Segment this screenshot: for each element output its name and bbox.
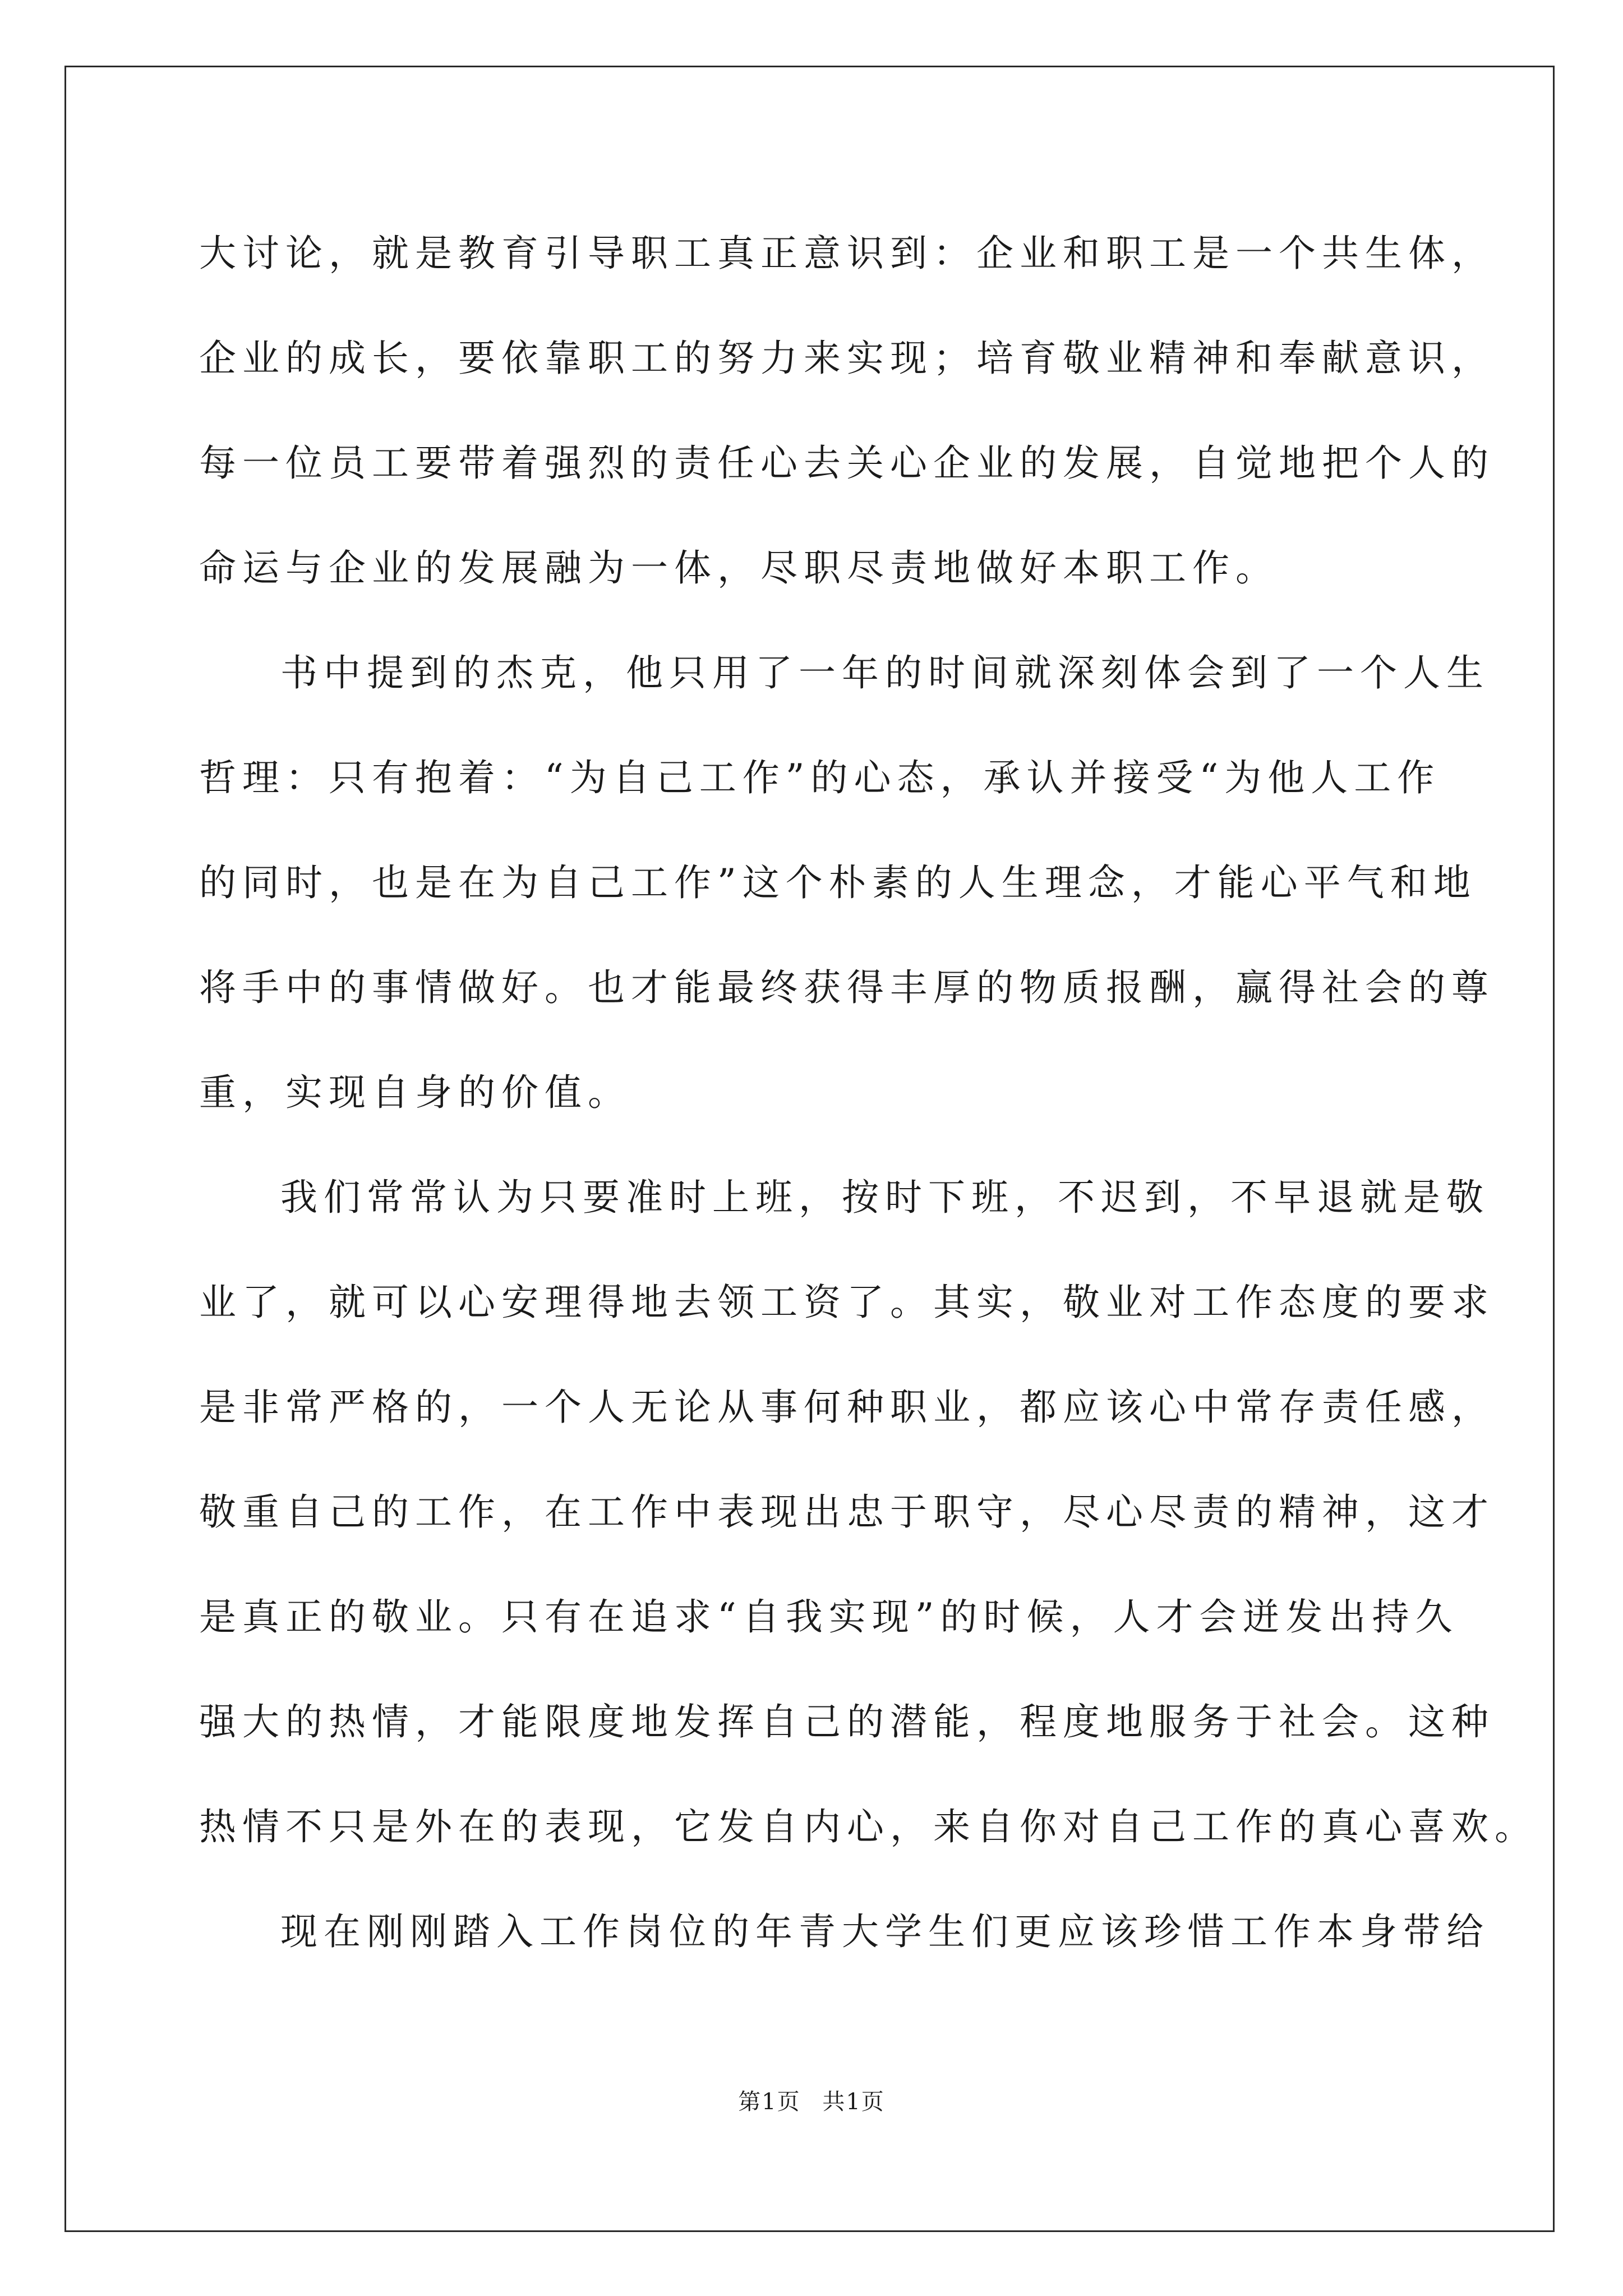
text-line: 是非常严格的，一个人无论从事何种职业，都应该心中常存责任感， (199, 1386, 1495, 1429)
text-line: 命运与企业的发展融为一体，尽职尽责地做好本职工作。 (199, 546, 1279, 590)
text-line: 现在刚刚踏入工作岗位的年青大学生们更应该珍惜工作本身带给 (280, 1910, 1490, 1953)
text-line: 企业的成长，要依靠职工的努力来实现；培育敬业精神和奉献意识， (199, 337, 1495, 380)
text-line: 业了，就可以心安理得地去领工资了。其实，敬业对工作态度的要求 (199, 1281, 1495, 1324)
text-line: 敬重自己的工作，在工作中表现出忠于职守，尽心尽责的精神，这才 (199, 1490, 1495, 1534)
text-line: 将手中的事情做好。也才能最终获得丰厚的物质报酬，赢得社会的尊 (199, 966, 1495, 1009)
page-number-current: 第1页 (738, 2089, 801, 2115)
text-line: 的同时，也是在为自己工作”这个朴素的人生理念，才能心平气和地 (199, 861, 1477, 904)
text-line: 哲理：只有抱着：“为自己工作”的心态，承认并接受“为他人工作 (199, 756, 1441, 799)
document-body (199, 201, 1538, 1984)
text-line: 我们常常认为只要准时上班，按时下班，不迟到，不早退就是敬 (280, 1176, 1490, 1219)
text-line: 强大的热情，才能限度地发挥自己的潜能，程度地服务于社会。这种 (199, 1700, 1495, 1743)
text-line: 大讨论，就是教育引导职工真正意识到：企业和职工是一个共生体， (199, 232, 1495, 275)
text-line: 每一位员工要带着强烈的责任心去关心企业的发展，自觉地把个人的 (199, 441, 1495, 485)
text-line: 热情不只是外在的表现，它发自内心，来自你对自己工作的真心喜欢。 (199, 1805, 1538, 1848)
page-number-total: 共1页 (822, 2089, 885, 2115)
text-line: 是真正的敬业。只有在追求“自我实现”的时候，人才会迸发出持久 (199, 1595, 1459, 1639)
text-line: 书中提到的杰克，他只用了一年的时间就深刻体会到了一个人生 (280, 651, 1490, 694)
text-line: 重，实现自身的价值。 (199, 1071, 631, 1114)
page-footer (0, 2084, 1623, 2116)
